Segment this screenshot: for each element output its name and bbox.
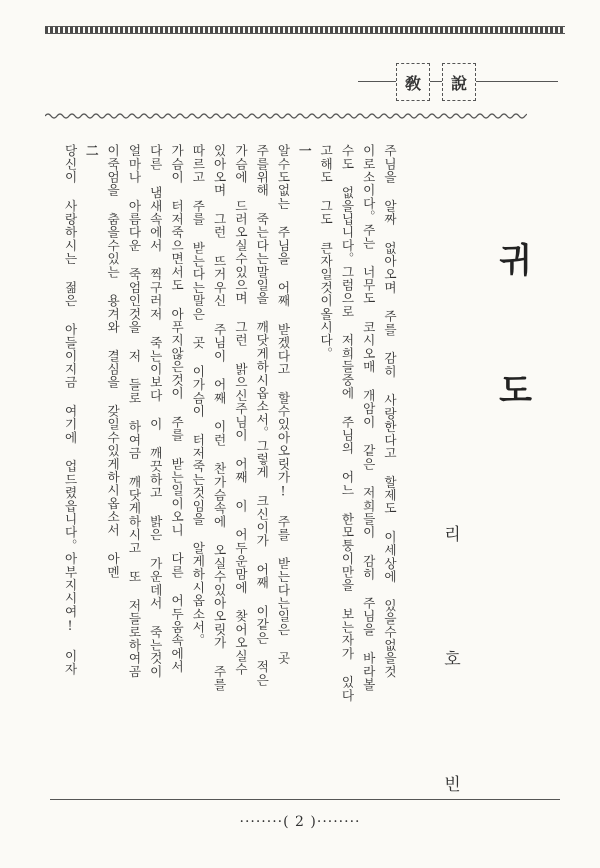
body-line: 주를위해 죽는다는말일을 깨닷게하시옵소서。그렇게 크신이가 어째 이같은 적은 bbox=[254, 144, 270, 687]
section-marker: 一 bbox=[296, 144, 312, 158]
wavy-divider bbox=[45, 111, 527, 121]
category-label-box bbox=[396, 63, 430, 101]
body-line: 고해도 그도 큰자일것이올시다。 bbox=[318, 144, 334, 360]
body-line: 알수도없는 주님을 어째 받겠다고 할수있아오릿가! 주를 받는다는일은 곳 bbox=[275, 144, 291, 665]
body-line: 가슴에 드러오실수있으며 그런 밝으신주님이 어째 이 어두운맘에 찾어오실수 bbox=[232, 144, 248, 676]
top-decorative-border bbox=[45, 26, 565, 34]
category-char: 敎 bbox=[404, 73, 421, 93]
body-line: 가슴이 터저죽으면서도 아푸지않은것이 주를 받는일이오니 다른 어두움속에서 bbox=[169, 144, 185, 674]
body-line: 다른 냄새속에서 찍구러저 죽는이보다 이 깨끗하고 밝은 가운데서 죽는것이 bbox=[147, 144, 163, 678]
body-line: 수도 없을닙니다。그럼으로 저희들중에 주님의 어느 한모퉁이만을 보는자가 있다 bbox=[339, 144, 355, 702]
article-body bbox=[52, 144, 400, 776]
page-number: 2 bbox=[295, 814, 305, 830]
body-line: 당신이 사랑하시는 젊은 아들이지금 여기에 업드렸읍니다。아부지시여! 이자 bbox=[62, 144, 78, 676]
category-char: 說 bbox=[450, 73, 467, 93]
author-name: 리 호 빈 bbox=[440, 525, 460, 836]
body-line: 있아오며 그런 뜨거우신 주님이 어째 이런 찬가슴속에 오실수있아오릿가 주를 bbox=[211, 144, 227, 692]
body-line: 이죽엄을 춤을수있는 용겨와 결심을 갖일수있게하시옵소서 아멘 bbox=[105, 144, 121, 579]
article-title: 귀 도 bbox=[492, 242, 532, 434]
page-number-footer: ········( 2 )········ bbox=[239, 814, 361, 830]
body-line: 이로소이다。주는 너무도 코시오매 개암이 같은 저희들이 감히 주님을 바라볼 bbox=[360, 144, 376, 692]
footer-dots-left: ········ bbox=[239, 814, 284, 830]
section-marker: 二 bbox=[83, 144, 99, 158]
body-line: 따르고 주를 받는다는말은 곳 이가슴이 터저죽는것임을 알게하시옵소서。 bbox=[190, 144, 206, 647]
footer-dots-right: ········ bbox=[316, 814, 361, 830]
body-line: 얼마나 아름다운 죽엄인것을 저 들로 하여금 깨닷게하시고 또 저들로하여곰 bbox=[126, 144, 142, 678]
category-label-box bbox=[442, 63, 476, 101]
bottom-rule bbox=[50, 799, 560, 800]
body-line: 주님을 알짜 없아오며 주를 감히 사랑한다고 할제도 이세상에 있을수없을것 bbox=[382, 144, 397, 678]
